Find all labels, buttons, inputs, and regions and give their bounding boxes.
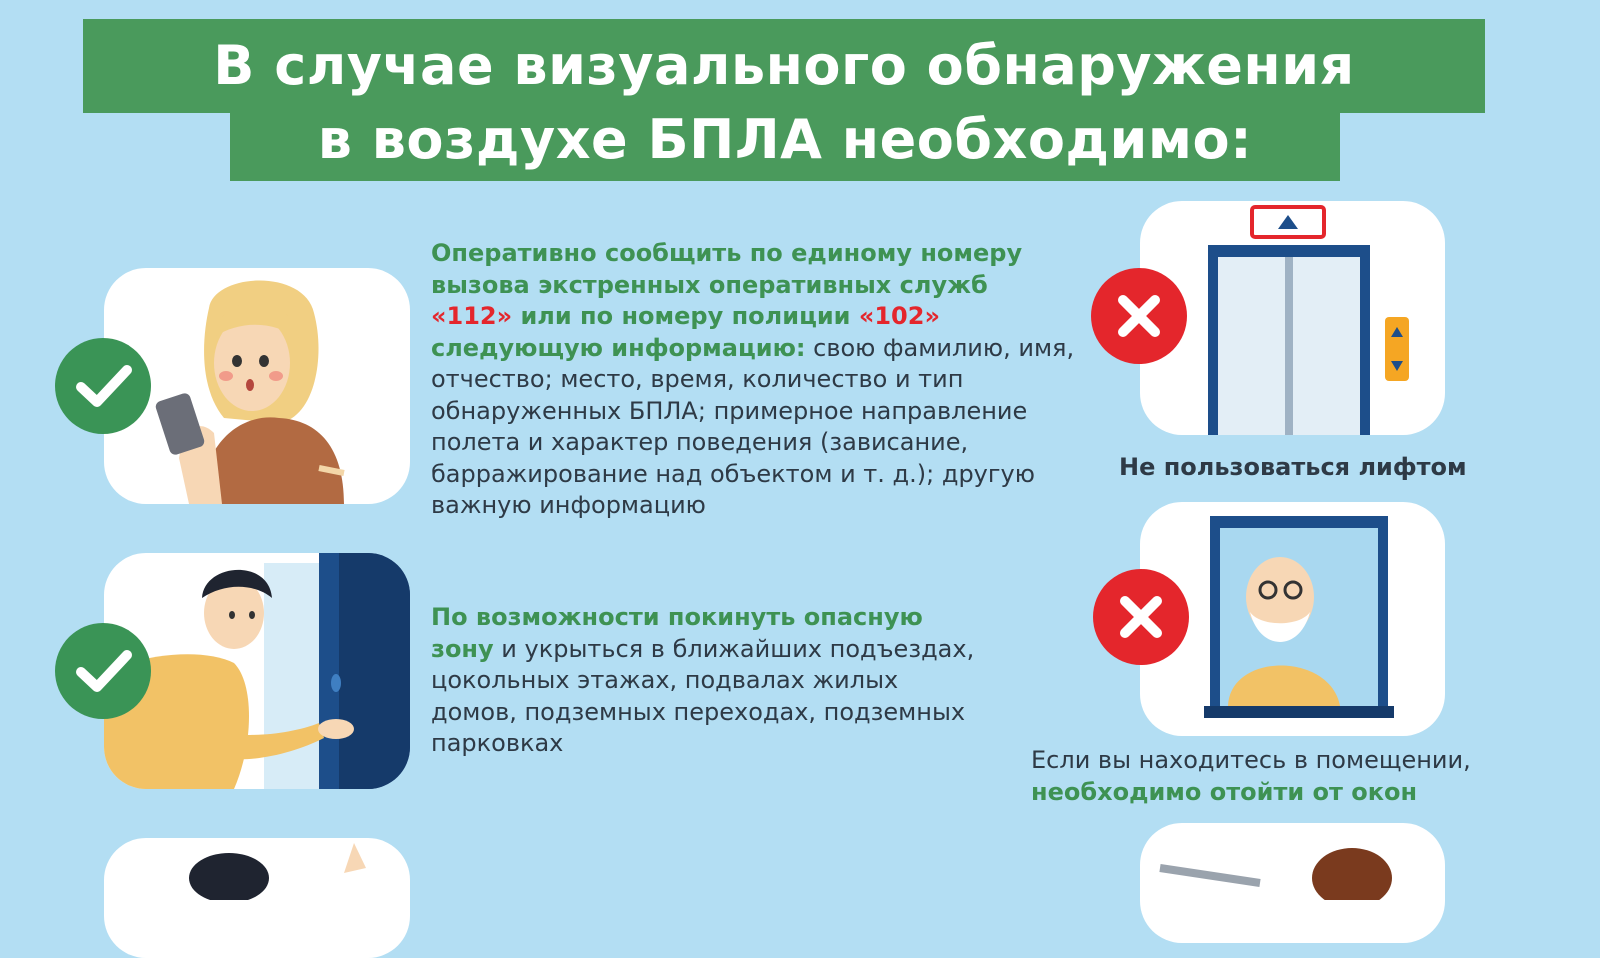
item1-red-102: «102» [858,302,940,330]
item1-plain: свою фамилию, имя, отчество; место, время, количество и тип обнаруженных БПЛА; примерное направление полета и характер поведения (зависание, барражирование над объектом и т. д.); другую важную информацию [431,333,1075,519]
item1-text [431,238,1076,522]
window-caption-plain: Если вы находитесь в помещении, [1031,746,1471,774]
cross-icon [1093,569,1189,665]
partial-card-left [104,838,410,958]
item1-red-112: «112» [431,302,513,330]
item2-plain: и укрыться в ближайших подъездах, цокольных этажах, подвалах жилых домов, подземных переходах, подземных парковках [431,634,975,757]
check-icon [55,338,151,434]
title-line-1: В случае визуального обнаружения [83,19,1485,113]
item1-green-2: или по номеру полиции [512,302,859,330]
title-line-2: в воздухе БПЛА необходимо: [230,105,1340,181]
check-icon [55,623,151,719]
elevator-caption: Не пользоваться лифтом [1119,453,1467,481]
window-caption-green: необходимо отойти от окон [1031,778,1418,806]
item2-text [431,602,991,760]
partial-illustration-left [104,838,410,900]
item1-green-1: Оперативно сообщить по единому номеру вызова экстренных оперативных служб [431,239,1023,299]
item1-green-3: следующую информацию: [431,333,806,362]
item2-green: По возможности покинуть опасную зону [431,603,923,663]
partial-illustration-right [1140,823,1445,900]
window-caption [1031,744,1571,808]
cross-icon [1091,268,1187,364]
partial-card-right [1140,823,1445,943]
